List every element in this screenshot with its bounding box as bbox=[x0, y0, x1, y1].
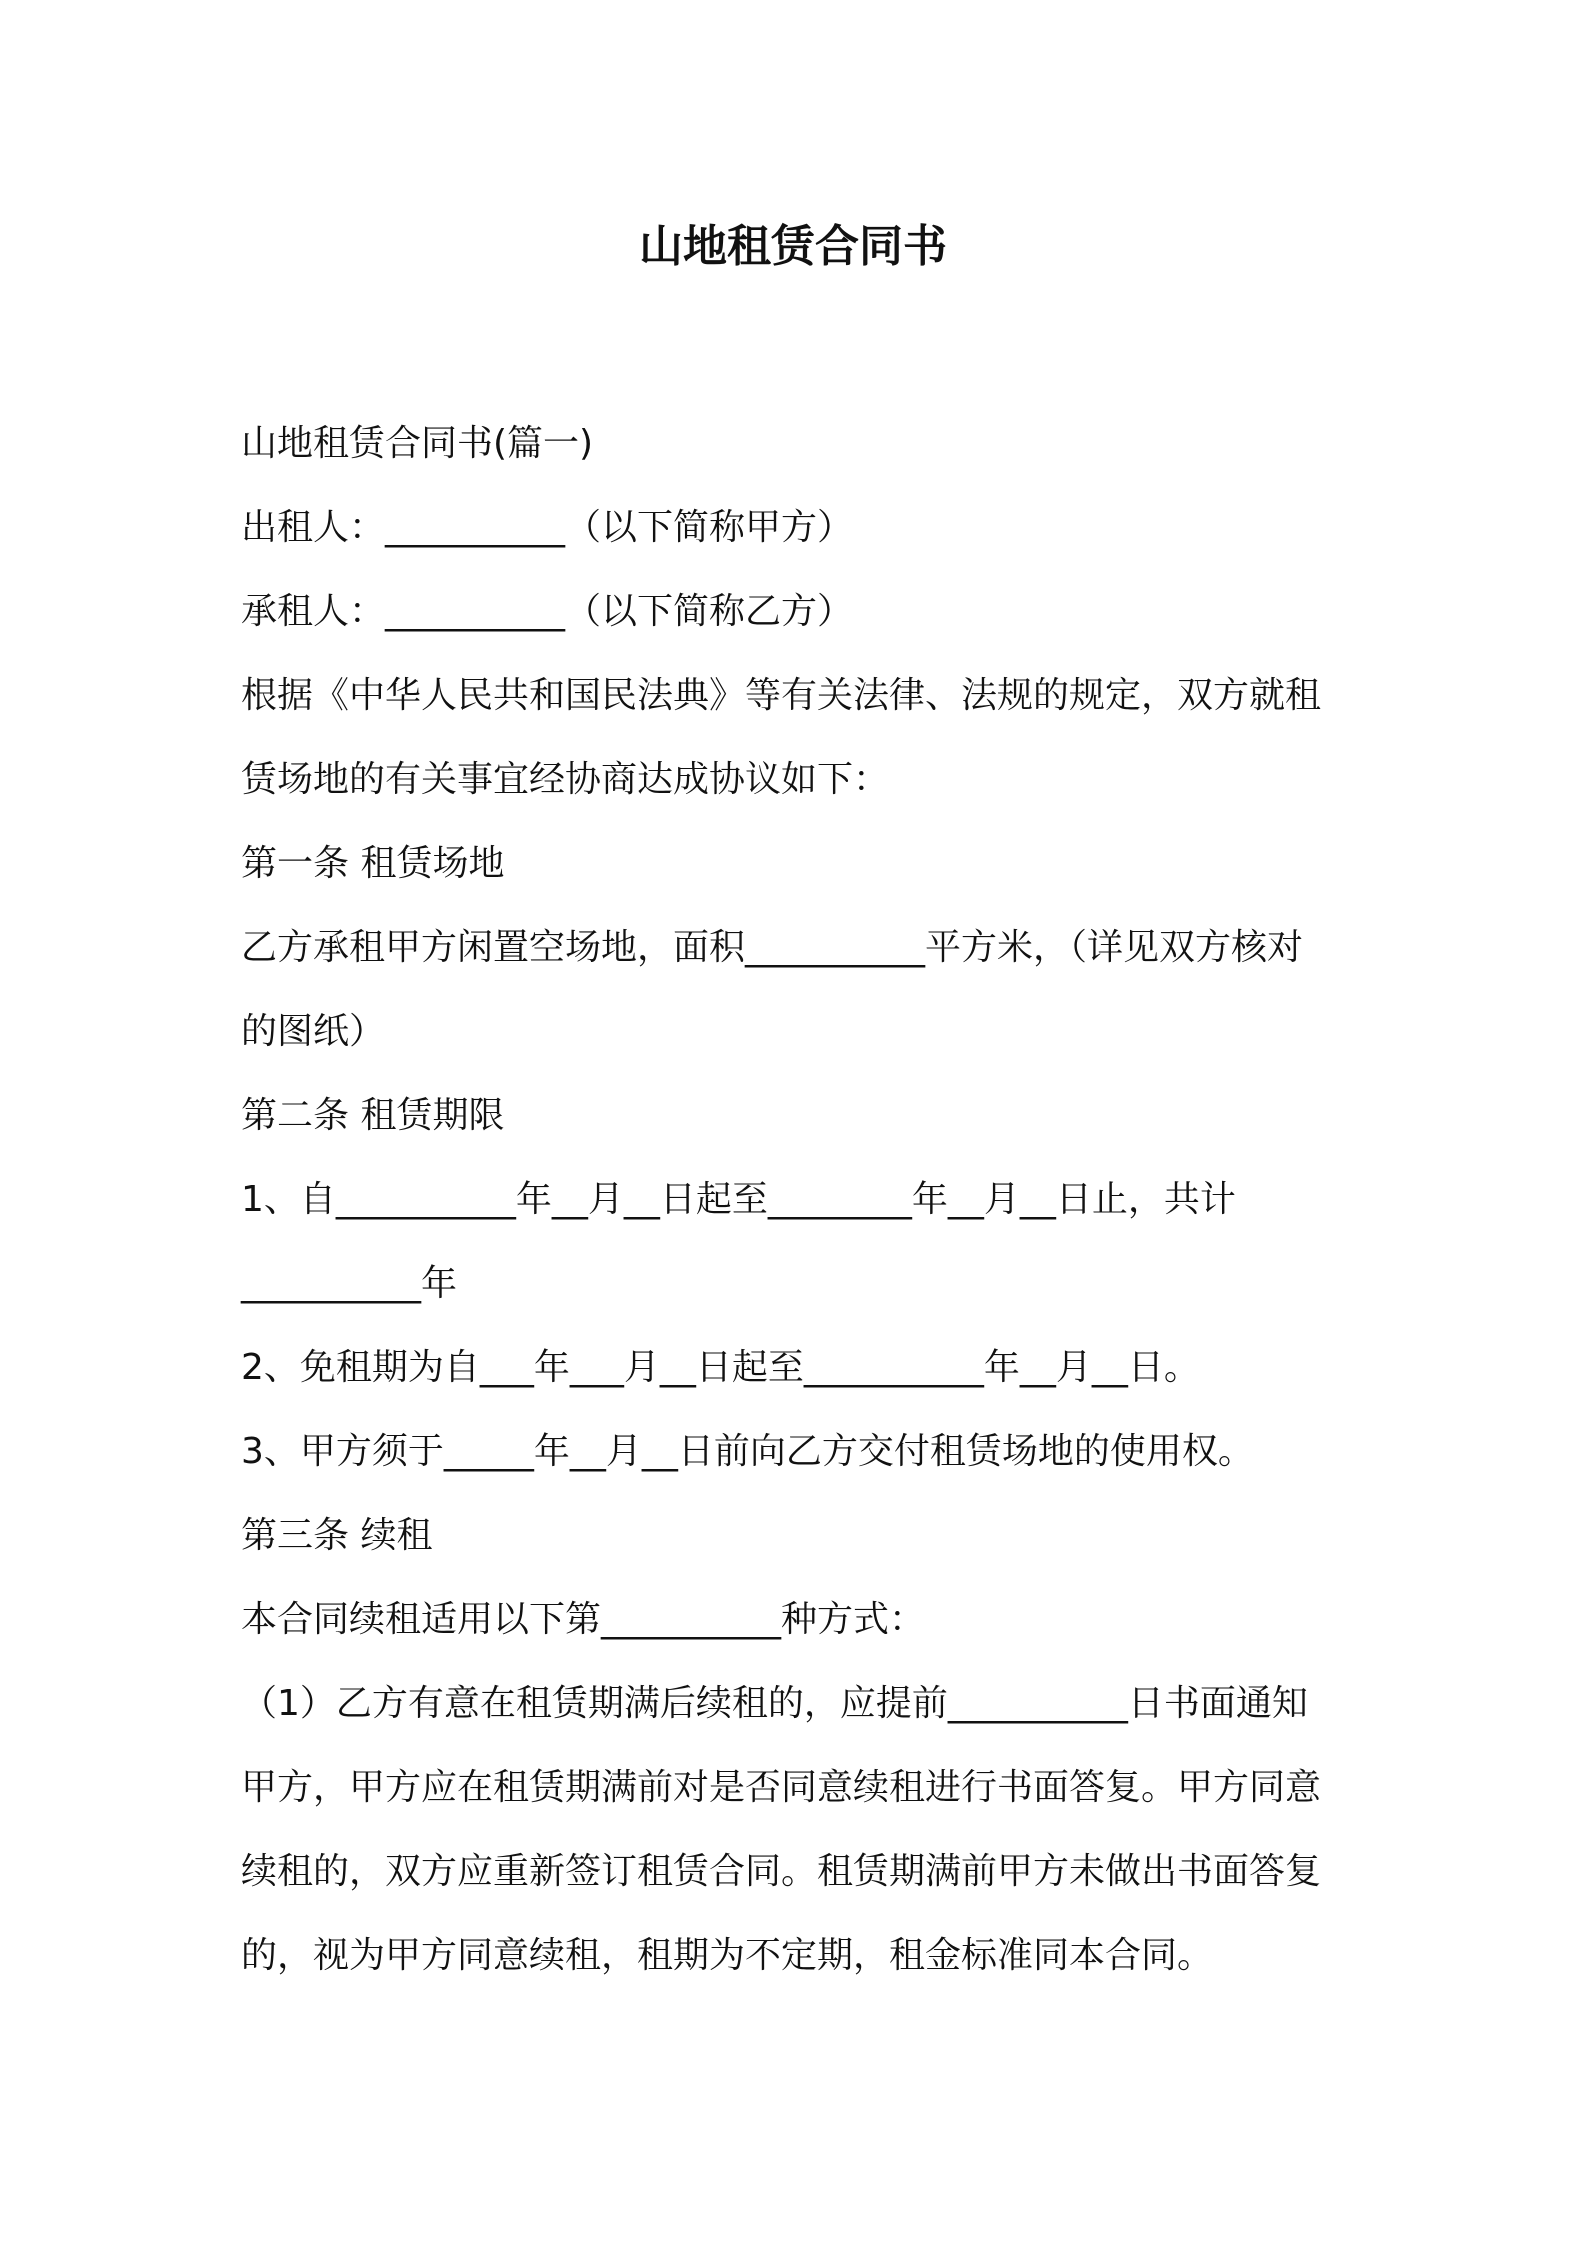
clause-line: 1、自__________年__月__日起至________年__月__日止，共计 bbox=[241, 1179, 1236, 1220]
clause-line: 2、免租期为自___年___月__日起至__________年__月__日。 bbox=[241, 1347, 1200, 1388]
lessor-line: 出租人：__________（以下简称甲方） bbox=[241, 507, 854, 548]
article-heading: 第三条 续租 bbox=[241, 1515, 433, 1556]
document-title: 山地租赁合同书 bbox=[639, 221, 947, 272]
article-heading: 第二条 租赁期限 bbox=[241, 1095, 505, 1136]
document-body bbox=[241, 402, 1361, 1998]
section-heading: 山地租赁合同书(篇一) bbox=[241, 423, 594, 464]
lessee-line: 承租人：__________（以下简称乙方） bbox=[241, 591, 854, 632]
clause-line: __________年 bbox=[241, 1263, 458, 1304]
article-heading: 第一条 租赁场地 bbox=[241, 843, 505, 884]
paragraph-line: 的图纸） bbox=[241, 1011, 386, 1052]
paragraph-line: 赁场地的有关事宜经协商达成协议如下： bbox=[241, 759, 890, 800]
paragraph-line: （1）乙方有意在租赁期满后续租的，应提前__________日书面通知 bbox=[241, 1683, 1308, 1724]
paragraph-line: 本合同续租适用以下第__________种方式： bbox=[241, 1599, 926, 1640]
paragraph-line: 根据《中华人民共和国民法典》等有关法律、法规的规定，双方就租 bbox=[241, 675, 1322, 716]
clause-line: 3、甲方须于_____年__月__日前向乙方交付租赁场地的使用权。 bbox=[241, 1431, 1254, 1472]
paragraph-line: 续租的，双方应重新签订租赁合同。租赁期满前甲方未做出书面答复 bbox=[241, 1851, 1322, 1892]
paragraph-line: 乙方承租甲方闲置空场地，面积__________平方米，（详见双方核对 bbox=[241, 927, 1304, 968]
paragraph-line: 甲方，甲方应在租赁期满前对是否同意续租进行书面答复。甲方同意 bbox=[241, 1767, 1322, 1808]
paragraph-line: 的，视为甲方同意续租，租期为不定期，租金标准同本合同。 bbox=[241, 1935, 1214, 1976]
